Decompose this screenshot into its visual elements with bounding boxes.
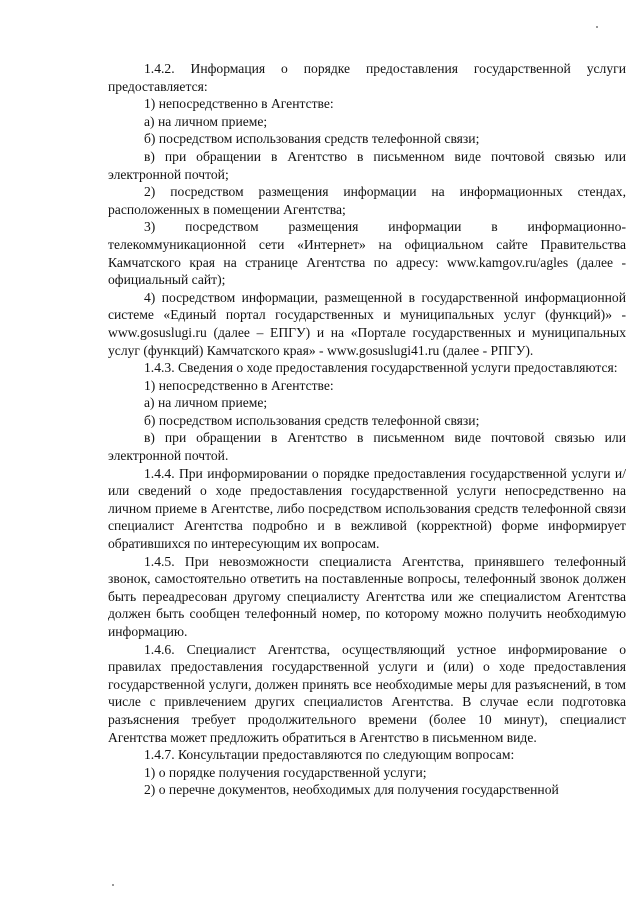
paragraph-list-item: 4) посредством информации, размещенной в государственной информационной системе «Единый портал государственных и муниципальных услуг (функций)» - www.gosuslugi.ru (далее – ЕПГУ) и на «Портале государственных и муниципальных услуг (функций) Камчатского края» - www.gosuslugi41.ru (далее - РПГУ). <box>108 289 626 358</box>
scan-artifact-dot <box>596 26 598 28</box>
paragraph-1-4-4: 1.4.4. При информировании о порядке предоставления государственной услуги и/или сведений о ходе предоставления государственной услуги непосредственно на личном приеме в Агентстве, либо посредством использования средств телефонной связи специалист Агентства подробно и в вежливой (корректной) форме информирует обратившихся по интересующим их вопросам. <box>108 465 626 552</box>
scan-artifact-dot <box>112 884 114 886</box>
paragraph-list-item: 1) непосредственно в Агентстве: <box>144 96 334 112</box>
paragraph-1-4-2: 1.4.2. Информация о порядке предоставления государственной услуги предоставляется: <box>108 61 626 94</box>
paragraph-list-item: 1) о порядке получения государственной услуги; <box>144 764 427 780</box>
paragraph-list-item: 2) о перечне документов, необходимых для получения государственной <box>144 782 559 798</box>
paragraph-list-item: 2) посредством размещения информации на информационных стендах, расположенных в помещении Агентства; <box>108 184 626 217</box>
paragraph-1-4-7: 1.4.7. Консультации предоставляются по следующим вопросам: <box>144 747 515 763</box>
paragraph-list-item: б) посредством использования средств телефонной связи; <box>144 131 480 147</box>
paragraph-list-item: б) посредством использования средств телефонной связи; <box>144 412 480 428</box>
paragraph-list-item: в) при обращении в Агентство в письменном виде почтовой связью или электронной почтой; <box>108 148 626 182</box>
paragraph-list-item: а) на личном приеме; <box>144 395 268 411</box>
paragraph-1-4-6: 1.4.6. Специалист Агентства, осуществляющий устное информирование о правилах предоставления государственной услуги и (или) о ходе предоставления государственной услуги, должен принять все необходимые меры для разъяснений, в том числе с привлечением других специалистов Агентства. В случае если подготовка разъяснения требует продолжительного времени (более 10 минут), специалист Агентства может предложить обратиться в Агентство в письменном виде. <box>108 641 626 745</box>
document-body <box>108 60 626 799</box>
paragraph-list-item: 1) непосредственно в Агентстве: <box>144 377 334 393</box>
paragraph-list-item: а) на личном приеме; <box>144 113 268 129</box>
paragraph-1-4-5: 1.4.5. При невозможности специалиста Агентства, принявшего телефонный звонок, самостоятельно ответить на поставленные вопросы, телефонный звонок должен быть переадресован другому специалисту Агентства или же специалистом Агентства должен быть сообщен телефонный номер, по которому можно получить необходимую информацию. <box>108 553 626 639</box>
paragraph-1-4-3: 1.4.3. Сведения о ходе предоставления государственной услуги предоставляются: <box>144 360 618 376</box>
paragraph-list-item: в) при обращении в Агентство в письменном виде почтовой связью или электронной почтой. <box>108 430 626 464</box>
paragraph-list-item: 3) посредством размещения информации в информационно-телекоммуникационной сети «Интернет» на официальном сайте Правительства Камчатского края на странице Агентства по адресу: www.kamgov.ru/agles (далее - официальный сайт); <box>108 219 626 288</box>
